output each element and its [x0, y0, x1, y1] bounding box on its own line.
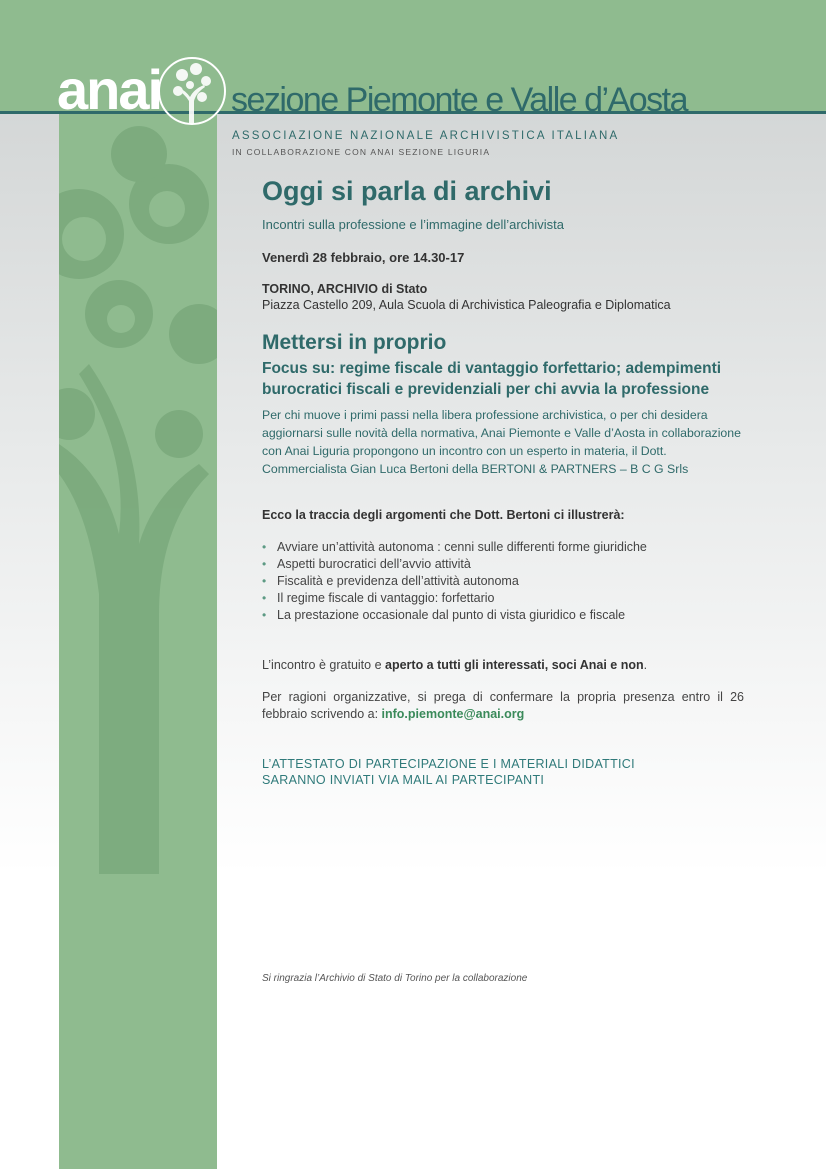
- list-item: [262, 556, 744, 573]
- section-title: sezione Piemonte e Valle d’Aosta: [231, 81, 688, 119]
- collaboration-note: IN COLLABORAZIONE CON ANAI SEZIONE LIGURIA: [232, 147, 491, 157]
- rsvp-text: Per ragioni organizzative, si prega di confermare la propria presenza entro il 26 febbraio scrivendo a:: [262, 690, 744, 721]
- certificate-line-2: SARANNO INVIATI VIA MAIL AI PARTECIPANTI: [262, 773, 545, 787]
- certificate-line-1: L’ATTESTATO DI PARTECIPAZIONE E I MATERIALI DIDATTICI: [262, 757, 635, 771]
- free-suffix: .: [643, 658, 648, 672]
- bullet-icon: •: [262, 574, 267, 588]
- list-item: [262, 539, 744, 556]
- topic-text: Aspetti burocratici dell’avvio attività: [277, 557, 471, 571]
- free-entry-note: [262, 658, 744, 672]
- bullet-icon: •: [262, 608, 267, 622]
- main-content: [262, 174, 744, 788]
- green-sidebar-column: [59, 114, 217, 1169]
- topic-text: Avviare un’attività autonoma : cenni sulle differenti forme giuridiche: [277, 540, 647, 554]
- topics-list: [262, 539, 744, 624]
- tree-emblem-icon: [156, 45, 228, 141]
- venue-city: TORINO, ARCHIVIO di Stato: [262, 282, 428, 296]
- email-link[interactable]: info.piemonte@anai.org: [381, 707, 525, 721]
- free-emphasis: aperto a tutti gli interessati, soci Anai e non: [385, 658, 644, 672]
- topic-text: La prestazione occasionale dal punto di vista giuridico e fiscale: [277, 608, 626, 622]
- topics-heading: Ecco la traccia degli argomenti che Dott. Bertoni ci illustrerà:: [262, 508, 625, 522]
- association-name: ASSOCIAZIONE NAZIONALE ARCHIVISTICA ITALIANA: [232, 130, 620, 142]
- list-item: [262, 607, 744, 624]
- topic-text: Il regime fiscale di vantaggio: forfettario: [277, 591, 495, 605]
- bullet-icon: •: [262, 591, 267, 605]
- free-prefix: L’incontro è gratuito e: [262, 658, 385, 672]
- acknowledgement: Si ringrazia l’Archivio di Stato di Torino per la collaborazione: [262, 973, 528, 984]
- event-subtitle: Incontri sulla professione e l’immagine dell’archivista: [262, 217, 565, 232]
- list-item: [262, 573, 744, 590]
- talk-intro: Per chi muove i primi passi nella libera professione archivistica, o per chi desidera aggiornarsi sulle novità della normativa, Anai Piemonte e Valle d’Aosta in collaborazione con Anai Liguria propongono un incontro con un esperto in materia, il Dott. Commercialista Gian Luca Bertoni della BERTONI & PARTNERS – B C G Srls: [262, 408, 741, 476]
- rsvp-note: [262, 689, 744, 723]
- topic-text: Fiscalità e previdenza dell’attività autonoma: [277, 574, 519, 588]
- anai-logo-text: anai: [57, 58, 162, 121]
- talk-focus: Focus su: regime fiscale di vantaggio forfettario; adempimenti burocratici fiscali e previdenziali per chi avvia la professione: [262, 360, 722, 398]
- bullet-icon: •: [262, 557, 267, 571]
- venue-address: Piazza Castello 209, Aula Scuola di Archivistica Paleografia e Diplomatica: [262, 298, 671, 312]
- talk-title: Mettersi in proprio: [262, 331, 447, 354]
- list-item: [262, 590, 744, 607]
- certificate-note: [262, 756, 744, 788]
- event-date: Venerdì 28 febbraio, ore 14.30-17: [262, 250, 465, 265]
- event-title: Oggi si parla di archivi: [262, 176, 552, 206]
- bullet-icon: •: [262, 540, 267, 554]
- tree-watermark-icon: [59, 114, 217, 874]
